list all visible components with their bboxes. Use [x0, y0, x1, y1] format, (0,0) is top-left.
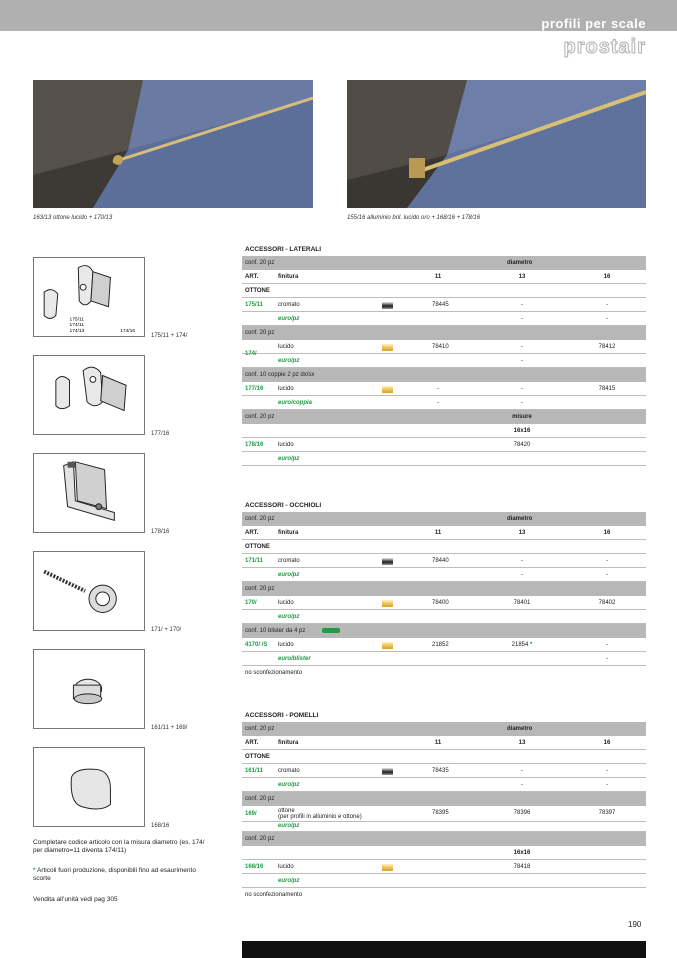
- price-row: [242, 568, 646, 582]
- conf-label: conf. 10 blister da 4 pz: [245, 628, 306, 634]
- finish: ottone: [278, 808, 295, 814]
- col-13: 13: [518, 274, 526, 280]
- conf-row: [242, 582, 646, 596]
- diametro-label: diametro: [507, 726, 533, 732]
- col-16: 16: [603, 274, 611, 280]
- price-unit: euro/coppia: [278, 400, 313, 406]
- thumb-tag-3: 174/13: [69, 329, 85, 335]
- conf-label: conf. 10 coppie 2 pz dx/sx: [245, 372, 315, 378]
- brand-logo: prostair: [563, 36, 646, 58]
- header-row: [242, 736, 646, 750]
- size-row: [242, 424, 646, 438]
- thumb-label-5: 161/11 + 169/: [151, 725, 188, 731]
- price-row: [242, 396, 646, 410]
- col-11: 11: [434, 740, 442, 746]
- thumb-161-169: [33, 649, 145, 729]
- star-mark: *: [33, 867, 36, 874]
- category-title: profili per scale: [541, 16, 646, 31]
- misure-label: misure: [512, 414, 532, 420]
- price-row: [242, 452, 646, 466]
- product-photo-1: [33, 80, 313, 208]
- conf-row: [242, 256, 646, 270]
- conf-row: [242, 624, 646, 638]
- chrome-swatch-icon: [382, 768, 393, 775]
- val-13: -: [521, 386, 523, 392]
- price-row: [242, 354, 646, 368]
- price-row: [242, 312, 646, 326]
- thumb-171-170: [33, 551, 145, 631]
- val-13: -: [521, 302, 523, 308]
- val-13: -: [521, 344, 523, 350]
- val-16: -: [606, 782, 608, 788]
- table-row: [242, 806, 646, 822]
- conf-label: conf. 20 pz: [245, 726, 275, 732]
- size-row: [242, 846, 646, 860]
- thumb-175-174: [33, 257, 145, 337]
- article-code: 174/: [245, 351, 257, 357]
- article-code: 169/: [245, 811, 257, 817]
- val-16: 78415: [598, 386, 616, 392]
- price-unit: euro/pz: [278, 782, 300, 788]
- col-16: 16: [603, 530, 611, 536]
- completion-note: Completare codice articolo con la misura diametro (es. 174/ per diametro=11 diventa 174/11): [33, 839, 205, 854]
- val-13: -: [521, 358, 523, 364]
- col-16: 16: [603, 740, 611, 746]
- section-title: ACCESSORI - POMELLI: [245, 712, 319, 719]
- footer-note: no sconfezionamento: [245, 670, 303, 676]
- col-art: ART.: [245, 530, 259, 536]
- val-13: -: [521, 768, 523, 774]
- price-row: [242, 610, 646, 624]
- article-code: 161/11: [245, 768, 264, 774]
- val-13: 78420: [513, 442, 531, 448]
- price-unit: euro/pz: [278, 358, 300, 364]
- finish: cromato: [278, 302, 300, 308]
- col-finitura: finitura: [278, 530, 299, 536]
- section-pomelli: [242, 709, 646, 902]
- val-16: 78402: [598, 600, 616, 606]
- gold-swatch-icon: [382, 864, 393, 871]
- gold-swatch-icon: [382, 386, 393, 393]
- price-unit: euro/pz: [278, 878, 300, 884]
- finish: lucido: [278, 386, 294, 392]
- thumb-label-4: 171/ + 170/: [151, 627, 182, 633]
- thumb-label-2: 177/16: [151, 431, 170, 437]
- val-16: 78397: [598, 810, 616, 816]
- price-row: [242, 652, 646, 666]
- footer-row: [242, 666, 646, 680]
- val-11: 78395: [432, 810, 449, 816]
- group-label: OTTONE: [245, 544, 270, 550]
- group-label: OTTONE: [245, 754, 270, 760]
- footer-row: [242, 888, 646, 902]
- conf-label: conf. 20 pz: [245, 796, 275, 802]
- group-row: [242, 750, 646, 764]
- price-unit: euro/pz: [278, 456, 300, 462]
- finish: lucido: [278, 442, 294, 448]
- finish: cromato: [278, 768, 300, 774]
- price-unit: euro/blister: [278, 656, 311, 662]
- group-label: OTTONE: [245, 288, 270, 294]
- val-11: -: [437, 400, 439, 406]
- product-photo-2: [347, 80, 646, 208]
- price-unit: euro/pz: [278, 316, 300, 322]
- price-unit: euro/pz: [278, 614, 300, 620]
- finish: lucido: [278, 642, 294, 648]
- group-row: [242, 540, 646, 554]
- price-row: [242, 778, 646, 792]
- section-occhioli: [242, 499, 646, 680]
- val-11: 78400: [432, 600, 449, 606]
- price-row: [242, 874, 646, 888]
- article-code: 178/16: [245, 442, 264, 448]
- col-13: 13: [518, 530, 526, 536]
- chrome-swatch-icon: [382, 302, 393, 309]
- thumb-label-1: 175/11 + 174/: [151, 333, 188, 339]
- conf-row: [242, 512, 646, 526]
- section-laterali: [242, 243, 646, 466]
- conf-label: conf. 20 pz: [245, 414, 275, 420]
- price-row: [242, 822, 646, 832]
- diametro-label: diametro: [507, 516, 533, 522]
- val-16: -: [606, 572, 608, 578]
- thumb-168: [33, 747, 145, 827]
- conf-row: [242, 832, 646, 846]
- conf-row: [242, 410, 646, 424]
- article-code: 4170/ /S: [245, 642, 268, 648]
- table-row: [242, 438, 646, 452]
- article-code: 175/11: [245, 302, 264, 308]
- val-13: 78401: [513, 600, 531, 606]
- article-code: 170/: [245, 600, 257, 606]
- article-code: 177/16: [245, 386, 264, 392]
- photo-caption-1: 163/13 ottone lucido + 170/13: [33, 215, 113, 221]
- size-label: 16x16: [513, 850, 531, 856]
- col-finitura: finitura: [278, 740, 299, 746]
- price-unit: euro/pz: [278, 572, 300, 578]
- val-13: 21854: [511, 642, 529, 648]
- val-11: 78435: [432, 768, 449, 774]
- finish: lucido: [278, 600, 294, 606]
- conf-row: [242, 722, 646, 736]
- val-13-cell: [510, 638, 534, 652]
- val-16: -: [606, 302, 608, 308]
- val-16: -: [606, 558, 608, 564]
- diametro-label: diametro: [507, 260, 533, 266]
- conf-row: [242, 368, 646, 382]
- val-11: 78440: [432, 558, 449, 564]
- thumb-label-3: 178/16: [151, 529, 170, 535]
- val-16: -: [606, 768, 608, 774]
- val-11: -: [437, 386, 439, 392]
- val-13: -: [521, 782, 523, 788]
- gold-swatch-icon: [382, 344, 393, 351]
- val-13: 78418: [513, 864, 531, 870]
- header-row: [242, 270, 646, 284]
- chrome-swatch-icon: [382, 558, 393, 565]
- val-16: -: [606, 316, 608, 322]
- conf-label: conf. 20 pz: [245, 836, 275, 842]
- gold-swatch-icon: [382, 642, 393, 649]
- section-title: ACCESSORI - OCCHIOLI: [245, 502, 322, 509]
- header-row: [242, 526, 646, 540]
- blister-icon: [322, 628, 340, 633]
- col-13: 13: [518, 740, 526, 746]
- conf-label: conf. 20 pz: [245, 330, 275, 336]
- footer-note: no sconfezionamento: [245, 892, 303, 898]
- conf-label: conf. 20 pz: [245, 586, 275, 592]
- footer-bar: [242, 941, 646, 958]
- col-11: 11: [434, 274, 442, 280]
- table-row: [242, 638, 646, 652]
- val-13: -: [521, 572, 523, 578]
- article-code: 171/11: [245, 558, 264, 564]
- thumb-178: [33, 453, 145, 533]
- table-row: [242, 382, 646, 396]
- discontinued-text: Articoli fuori produzione, disponibili fino ad esaurimento scorte: [33, 867, 196, 882]
- col-art: ART.: [245, 740, 259, 746]
- val-13: -: [521, 316, 523, 322]
- table-row: [242, 860, 646, 874]
- val-13: 78396: [513, 810, 531, 816]
- val-16: -: [606, 642, 608, 648]
- col-11: 11: [434, 530, 442, 536]
- thumb-label-6: 168/16: [151, 823, 170, 829]
- conf-label: conf. 20 pz: [245, 516, 275, 522]
- val-13: -: [521, 558, 523, 564]
- table-row: [242, 596, 646, 610]
- unit-sale-note: Vendita all’unità vedi pag 305: [33, 896, 118, 903]
- price-unit: euro/pz: [278, 823, 300, 829]
- finish: lucido: [278, 864, 294, 870]
- table-row: [242, 764, 646, 778]
- size-label: 16x16: [513, 428, 531, 434]
- thumb-177: [33, 355, 145, 435]
- val-13: -: [521, 400, 523, 406]
- article-code: 168/16: [245, 864, 264, 870]
- finish: lucido: [278, 344, 294, 350]
- page-number: 190: [628, 920, 642, 929]
- conf-row: [242, 326, 646, 340]
- conf-row: [242, 792, 646, 806]
- thumb-tag-1: 175/11: [69, 317, 85, 323]
- thumb-tag-right: 174/16: [120, 329, 136, 335]
- table-row: [242, 340, 646, 357]
- val-11: 21852: [432, 642, 449, 648]
- table-row: [242, 554, 646, 568]
- table-row: [242, 298, 646, 312]
- section-title: ACCESSORI - LATERALI: [245, 246, 322, 253]
- val-16: 78412: [598, 344, 616, 350]
- val-11: 78445: [432, 302, 449, 308]
- val-11: 78410: [432, 344, 449, 350]
- thumb-tag-2: 174/11: [69, 323, 85, 329]
- gold-swatch-icon: [382, 600, 393, 607]
- val-16: -: [606, 656, 608, 662]
- star-mark: *: [530, 642, 533, 648]
- finish-note: (per profili in alluminio e ottone): [278, 814, 362, 820]
- photo-caption-2: 155/16 alluminio bril. lucido oro + 168/16 + 178/16: [347, 215, 481, 221]
- conf-label: conf. 20 pz: [245, 260, 275, 266]
- finish: cromato: [278, 558, 300, 564]
- group-row: [242, 284, 646, 298]
- discontinued-note: [33, 867, 208, 883]
- col-art: ART.: [245, 274, 259, 280]
- col-finitura: finitura: [278, 274, 299, 280]
